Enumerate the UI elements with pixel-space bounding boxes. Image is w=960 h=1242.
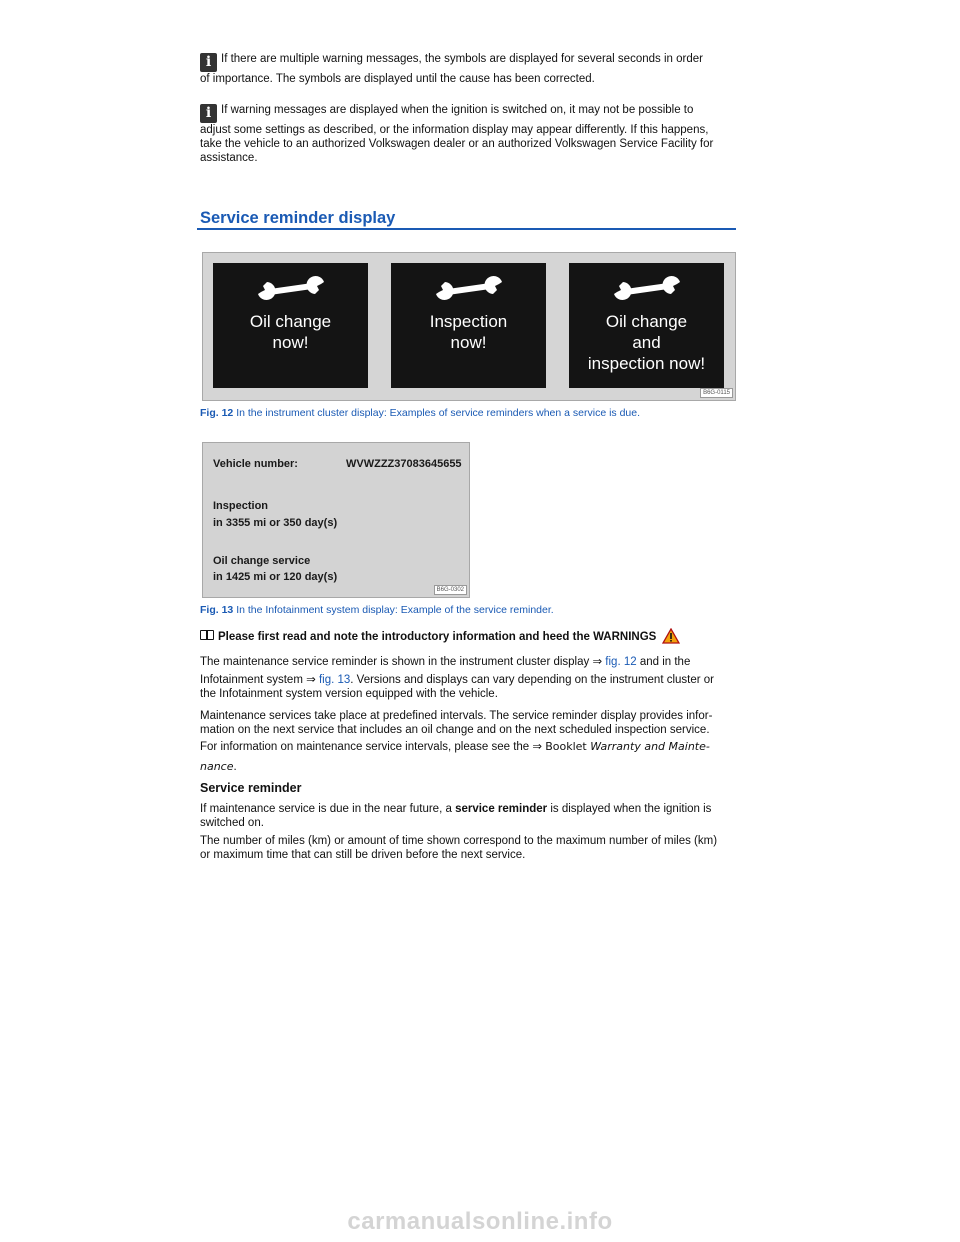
oil-change-detail: in 1425 mi or 120 day(s) — [213, 571, 338, 583]
info-note-2: i If warning messages are displayed when the ignition is switched on, it may not be possible to adjust some settings as described, or the information display may appear differently. If this happens, take the vehicle to an authorized Volkswagen dealer or an authorized Volkswagen Service Facility for assistance. — [200, 104, 714, 164]
figure-code: B6G-0115 — [700, 388, 733, 398]
fig13-link[interactable]: fig. 13 — [318, 674, 351, 686]
book-icon — [200, 630, 214, 640]
vehicle-number-label: Vehicle number: — [213, 458, 298, 470]
figure-12-caption: Fig. 12 In the instrument cluster display: Examples of service reminders when a service is due. — [200, 407, 641, 419]
service-panel-inspection: Inspection now! — [391, 263, 546, 388]
paragraph-miles-time: The number of miles (km) or amount of time shown correspond to the maximum number of miles (km) or maximum time that can still be driven before the next service. — [200, 835, 718, 861]
paragraph-maintenance-intervals: Maintenance services take place at predefined intervals. The service reminder display provides infor- mation on the next service that includes an oil change and on the next scheduled inspection service. — [200, 710, 713, 736]
paragraph-service-reminder: If maintenance service is due in the near future, a service reminder is displayed when the ignition is switched on. — [200, 803, 712, 829]
inspection-detail: in 3355 mi or 350 day(s) — [213, 517, 338, 529]
wrench-icon — [434, 276, 504, 304]
footer-watermark: carmanualsonline.info — [347, 1208, 613, 1235]
service-panel-oil-change: Oil change now! — [213, 263, 368, 388]
intro-notice: Please first read and note the introductory information and heed the WARNINGS — [200, 628, 680, 644]
service-panel-oil-and-inspection: Oil change and inspection now! — [569, 263, 724, 388]
oil-change-title: Oil change service — [213, 555, 311, 567]
section-heading: Service reminder display — [200, 209, 396, 227]
inspection-title: Inspection — [213, 500, 269, 512]
fig12-link[interactable]: fig. 12 — [605, 656, 637, 668]
info-note-1: i If there are multiple warning messages, the symbols are displayed for several seconds in order of importance. The symbols are displayed until the cause has been corrected. — [200, 53, 703, 85]
figure-13-caption: Fig. 13 In the Infotainment system display: Example of the service reminder. — [200, 604, 554, 616]
figure-12 — [202, 252, 736, 401]
vehicle-number-value: WVWZZZ37083645655 — [346, 458, 462, 470]
figure-13 — [202, 442, 470, 598]
paragraph-maintenance-reminder: The maintenance service reminder is shown in the instrument cluster display ⇒ fig. 12 and in the Infotainment system ⇒ fig. 13. Versions and displays can vary depending on the instrument cluster or the Infotainment system version equipped with the vehicle. — [200, 656, 714, 700]
booklet-reference: Booklet — [545, 740, 587, 753]
figure-code: B6G-0302 — [434, 585, 467, 595]
heading-rule — [197, 228, 736, 230]
info-icon: i — [200, 104, 217, 123]
wrench-icon — [612, 276, 682, 304]
paragraph-booklet-reference: For information on maintenance service intervals, please see the ⇒ Booklet Warranty and Mainte- nance. — [200, 740, 710, 773]
wrench-icon — [256, 276, 326, 304]
warning-triangle-icon — [662, 628, 680, 644]
service-reminder-subheading: Service reminder — [200, 781, 302, 795]
info-icon: i — [200, 53, 217, 72]
